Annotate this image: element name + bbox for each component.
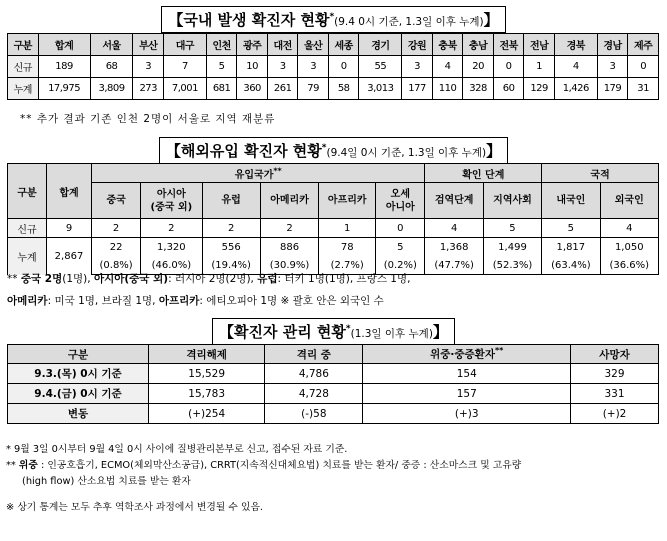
table-cell: 4 xyxy=(600,219,658,238)
table-cell: 329 xyxy=(571,364,659,384)
row-label: 9.4.(금) 0시 기준 xyxy=(8,384,149,404)
footnote-2: ** 위중 : 인공호흡기, ECMO(체외막산소공급), CRRT(지속적신대체요법) 치료를 받는 환자/ 중증 : 산소마스크 및 고유량 xyxy=(6,460,522,471)
table-cell: 3 xyxy=(267,56,298,78)
table-cell: 1,050 xyxy=(600,238,658,257)
footnote-3: ※ 상기 통계는 모두 추후 역학조사 과정에서 변경될 수 있음. xyxy=(6,502,264,513)
row-label: 9.3.(목) 0시 기준 xyxy=(8,364,149,384)
table-cell: 177 xyxy=(402,78,433,100)
overseas-table xyxy=(7,163,659,275)
pct-cell: (2.7%) xyxy=(319,256,376,275)
overseas-title: 【해외유입 확진자 현황*(9.4일 0시 기준, 1.3일 이후 누계)】 xyxy=(0,137,667,164)
overseas-subheader-cell: 아프리카 xyxy=(319,183,376,219)
domestic-header-cell: 강원 xyxy=(402,34,433,56)
overseas-subheader-cell: 유럽 xyxy=(202,183,260,219)
table-cell: 5 xyxy=(483,219,541,238)
row-label: 신규 xyxy=(8,56,39,78)
table-cell: 273 xyxy=(133,78,164,100)
domestic-header-cell: 구분 xyxy=(8,34,39,56)
table-cell: 5 xyxy=(542,219,600,238)
domestic-header-cell: 충북 xyxy=(432,34,463,56)
table-cell: 58 xyxy=(328,78,359,100)
domestic-header-cell: 경남 xyxy=(597,34,628,56)
domestic-title: 【국내 발생 확진자 현황*(9.4 0시 기준, 1.3일 이후 누계)】 xyxy=(0,6,667,33)
table-cell: 20 xyxy=(463,56,494,78)
domestic-header-cell: 인천 xyxy=(206,34,237,56)
pct-cell: (0.2%) xyxy=(376,256,425,275)
overseas-subheader-cell: 내국인 xyxy=(542,183,600,219)
table-row xyxy=(8,56,659,78)
table-cell: (-)58 xyxy=(265,404,363,424)
pct-cell: (47.7%) xyxy=(425,256,483,275)
table-cell: 129 xyxy=(524,78,555,100)
table-cell: (+)3 xyxy=(363,404,571,424)
group-nation: 국적 xyxy=(542,164,659,183)
mgmt-col-gubun: 구분 xyxy=(8,345,149,364)
domestic-header-cell: 합계 xyxy=(38,34,90,56)
domestic-note: ** 추가 결과 기존 인천 2명이 서울로 지역 재분류 xyxy=(20,113,276,125)
domestic-header-cell: 충남 xyxy=(463,34,494,56)
table-cell: 4 xyxy=(432,56,463,78)
table-cell: 5 xyxy=(206,56,237,78)
pct-cell: (19.4%) xyxy=(202,256,260,275)
domestic-header-cell: 대전 xyxy=(267,34,298,56)
table-cell: 110 xyxy=(432,78,463,100)
table-cell: 4 xyxy=(554,56,597,78)
table-cell: 7 xyxy=(164,56,207,78)
mgmt-col-isolated: 격리 중 xyxy=(265,345,363,364)
pct-cell: (52.3%) xyxy=(483,256,541,275)
table-cell: 4,728 xyxy=(265,384,363,404)
table-cell: 189 xyxy=(38,56,90,78)
overseas-note: ** 중국 2명(1명), 아시아(중국 외): 러시아 2명(2명), 유럽: 터키 1명(1명), 프랑스 1명, 아메리카: 미국 1명, 브라질 1명, 아프리카: 에티오피아 1명 ※ 괄호 안은 외국인 수 xyxy=(7,273,411,307)
table-cell: 68 xyxy=(90,56,133,78)
table-cell: 3 xyxy=(298,56,329,78)
pct-cell: (63.4%) xyxy=(542,256,600,275)
mgmt-col-critical: 위중·중증환자** xyxy=(363,345,571,364)
table-cell: 78 xyxy=(319,238,376,257)
table-cell: 4,786 xyxy=(265,364,363,384)
table-cell: 1,368 xyxy=(425,238,483,257)
table-cell: (+)254 xyxy=(149,404,265,424)
footnotes xyxy=(6,442,656,516)
domestic-header-cell: 전남 xyxy=(524,34,555,56)
overseas-subheader-cell: 지역사회 xyxy=(483,183,541,219)
table-cell: 1 xyxy=(319,219,376,238)
table-cell: 681 xyxy=(206,78,237,100)
table-cell: 154 xyxy=(363,364,571,384)
table-cell: 5 xyxy=(376,238,425,257)
table-row xyxy=(8,78,659,100)
mgmt-col-deaths: 사망자 xyxy=(571,345,659,364)
table-cell: 886 xyxy=(260,238,318,257)
table-cell: 331 xyxy=(571,384,659,404)
table-cell: 55 xyxy=(359,56,402,78)
table-cell: 3 xyxy=(402,56,433,78)
pct-cell: (30.9%) xyxy=(260,256,318,275)
table-row xyxy=(8,384,659,404)
domestic-table xyxy=(7,33,659,100)
table-cell: 328 xyxy=(463,78,494,100)
pct-cell: (46.0%) xyxy=(141,256,202,275)
table-cell: 2 xyxy=(202,219,260,238)
table-cell: 1,320 xyxy=(141,238,202,257)
pct-cell: (0.8%) xyxy=(92,256,141,275)
domestic-header-cell: 울산 xyxy=(298,34,329,56)
pct-cell: (36.6%) xyxy=(600,256,658,275)
table-cell: 1 xyxy=(524,56,555,78)
group-inflow: 유입국가** xyxy=(92,164,425,183)
domestic-header-cell: 광주 xyxy=(237,34,268,56)
table-cell: 9 xyxy=(47,219,92,238)
table-cell: 2 xyxy=(92,219,141,238)
table-cell: 17,975 xyxy=(38,78,90,100)
col-gubun: 구분 xyxy=(8,164,47,219)
domestic-header-cell: 세종 xyxy=(328,34,359,56)
table-cell: 2 xyxy=(260,219,318,238)
table-cell: 3 xyxy=(597,56,628,78)
table-cell: 60 xyxy=(493,78,524,100)
mgmt-col-released: 격리해제 xyxy=(149,345,265,364)
overseas-subheader-cell: 외국인 xyxy=(600,183,658,219)
overseas-subheader-cell: 검역단계 xyxy=(425,183,483,219)
footnote-2-cont: (high flow) 산소요법 치료를 받는 환자 xyxy=(22,476,191,487)
table-cell: 556 xyxy=(202,238,260,257)
overseas-subheader-cell: 중국 xyxy=(92,183,141,219)
table-cell: 360 xyxy=(237,78,268,100)
table-cell: 15,783 xyxy=(149,384,265,404)
table-row xyxy=(8,404,659,424)
domestic-header-cell: 서울 xyxy=(90,34,133,56)
table-cell: 31 xyxy=(628,78,659,100)
table-cell: 179 xyxy=(597,78,628,100)
table-cell: 22 xyxy=(92,238,141,257)
table-cell: 3 xyxy=(133,56,164,78)
table-cell: 0 xyxy=(328,56,359,78)
table-cell: 4 xyxy=(425,219,483,238)
management-table xyxy=(7,344,659,424)
table-cell: 261 xyxy=(267,78,298,100)
table-cell: 3,013 xyxy=(359,78,402,100)
table-cell: 1,499 xyxy=(483,238,541,257)
table-cell: (+)2 xyxy=(571,404,659,424)
management-title: 【확진자 관리 현황*(1.3일 이후 누계)】 xyxy=(0,318,667,345)
row-label: 신규 xyxy=(8,219,47,238)
table-cell: 0 xyxy=(493,56,524,78)
row-label: 누계 xyxy=(8,238,47,275)
table-cell: 3,809 xyxy=(90,78,133,100)
table-cell: 2 xyxy=(141,219,202,238)
overseas-subheader-cell: 오세 아니아 xyxy=(376,183,425,219)
overseas-subheader-cell: 아시아 (중국 외) xyxy=(141,183,202,219)
domestic-header-cell: 부산 xyxy=(133,34,164,56)
domestic-header-cell: 대구 xyxy=(164,34,207,56)
table-row xyxy=(8,364,659,384)
group-confirm: 확인 단계 xyxy=(425,164,542,183)
table-cell: 2,867 xyxy=(47,238,92,275)
table-cell: 157 xyxy=(363,384,571,404)
domestic-header-cell: 제주 xyxy=(628,34,659,56)
domestic-header-cell: 전북 xyxy=(493,34,524,56)
row-label: 누계 xyxy=(8,78,39,100)
table-cell: 0 xyxy=(628,56,659,78)
table-cell: 1,426 xyxy=(554,78,597,100)
table-cell: 79 xyxy=(298,78,329,100)
footnote-1: * 9월 3일 0시부터 9월 4일 0시 사이에 질병관리본부로 신고, 접수된 자료 기준. xyxy=(6,444,348,455)
overseas-subheader-cell: 아메리카 xyxy=(260,183,318,219)
domestic-header-cell: 경기 xyxy=(359,34,402,56)
table-cell: 1,817 xyxy=(542,238,600,257)
domestic-header-cell: 경북 xyxy=(554,34,597,56)
table-cell: 10 xyxy=(237,56,268,78)
table-cell: 7,001 xyxy=(164,78,207,100)
table-cell: 15,529 xyxy=(149,364,265,384)
row-label: 변동 xyxy=(8,404,149,424)
col-total: 합계 xyxy=(47,164,92,219)
table-cell: 0 xyxy=(376,219,425,238)
